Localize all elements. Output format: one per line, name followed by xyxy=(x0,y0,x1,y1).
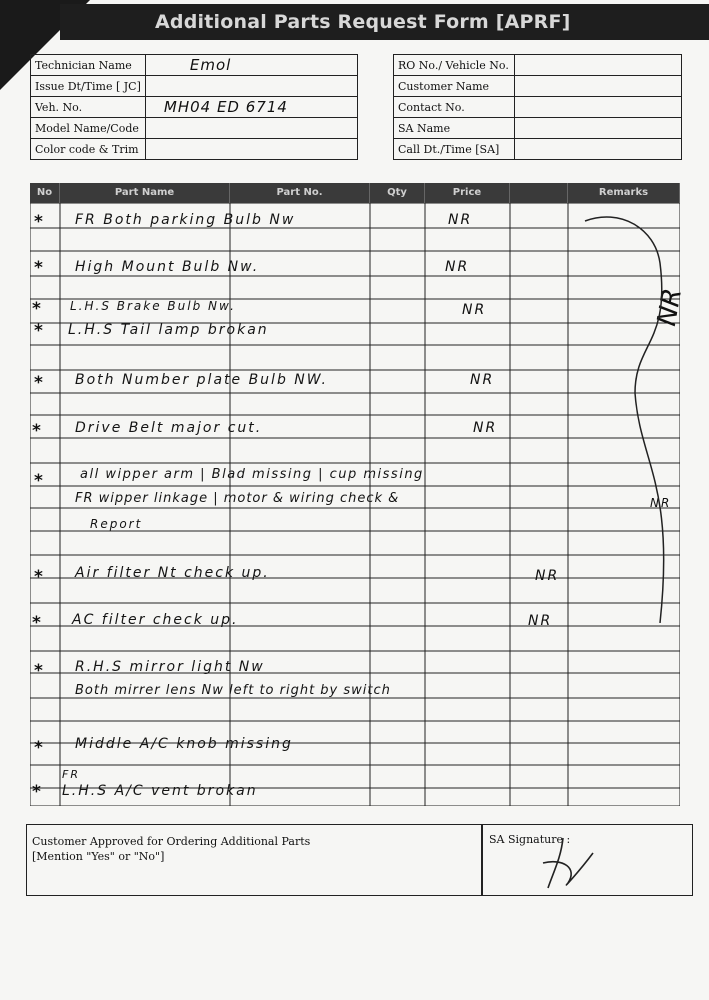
part-entry: R.H.S mirror light Nw xyxy=(75,659,265,675)
column-header-no: No xyxy=(30,183,60,203)
price-mark: NR xyxy=(535,568,560,584)
part-entry: AC filter check up. xyxy=(72,612,239,628)
color-code-field[interactable] xyxy=(145,139,357,160)
header-label: Veh. No. xyxy=(31,97,146,118)
part-entry: FR Both parking Bulb Nw xyxy=(75,212,296,228)
ro-number-field[interactable] xyxy=(515,55,682,76)
technician-name-field[interactable]: Emol xyxy=(145,55,357,76)
header-label: Color code & Trim xyxy=(31,139,146,160)
sa-signature-label: SA Signature : xyxy=(489,833,571,846)
customer-approval-box[interactable] xyxy=(26,824,482,896)
part-entry: all wipper arm | Blad missing | cup missing xyxy=(80,467,424,482)
item-mark: * xyxy=(34,471,43,491)
remarks-brace xyxy=(560,203,680,623)
parts-request-table xyxy=(30,183,689,806)
sa-signature-box[interactable] xyxy=(482,824,693,896)
sa-name-field[interactable] xyxy=(515,118,682,139)
item-mark: * xyxy=(34,373,43,393)
form-title: Additional Parts Request Form [APRF] xyxy=(60,4,709,40)
item-mark: * xyxy=(32,421,41,441)
contact-number-field[interactable] xyxy=(515,97,682,118)
item-mark: * xyxy=(34,738,43,758)
technician-header-table xyxy=(30,54,358,160)
part-entry: L.H.S Tail lamp brokan xyxy=(68,322,269,338)
column-header-qty: Qty xyxy=(370,183,425,203)
item-mark: * xyxy=(34,212,43,232)
vehicle-number-field[interactable]: MH04 ED 6714 xyxy=(145,97,357,118)
item-mark: * xyxy=(32,613,41,633)
column-header-part-name: Part Name xyxy=(60,183,230,203)
column-header-part-no: Part No. xyxy=(230,183,370,203)
price-mark: NR xyxy=(473,420,498,436)
price-mark: NR xyxy=(528,613,553,629)
part-entry: Report xyxy=(90,517,143,531)
header-label: RO No./ Vehicle No. xyxy=(394,55,515,76)
handwritten-signature xyxy=(533,833,613,893)
column-header-remarks: Remarks xyxy=(568,183,680,203)
part-entry: Air filter Nt check up. xyxy=(75,565,270,581)
customer-name-field[interactable] xyxy=(515,76,682,97)
call-datetime-field[interactable] xyxy=(515,139,682,160)
approval-label: Customer Approved for Ordering Additional Parts xyxy=(32,835,311,848)
remarks-mark: NR xyxy=(652,286,689,329)
model-name-field[interactable] xyxy=(145,118,357,139)
part-entry: FR wipper linkage | motor & wiring check & xyxy=(75,491,400,506)
part-entry: FR xyxy=(62,768,80,781)
item-mark: * xyxy=(34,258,43,278)
price-mark: NR xyxy=(650,496,672,510)
header-label: Technician Name xyxy=(31,55,146,76)
header-label: SA Name xyxy=(394,118,515,139)
item-mark: * xyxy=(32,299,41,319)
item-mark: * xyxy=(34,321,43,341)
item-mark: * xyxy=(32,782,41,802)
part-entry: Drive Belt major cut. xyxy=(75,420,263,436)
part-entry: Middle A/C knob missing xyxy=(75,736,293,752)
part-entry: L.H.S Brake Bulb Nw. xyxy=(70,299,236,313)
approval-instruction: [Mention "Yes" or "No"] xyxy=(32,850,165,863)
header-label: Contact No. xyxy=(394,97,515,118)
item-mark: * xyxy=(34,661,43,681)
column-header-blank xyxy=(510,183,568,203)
price-mark: NR xyxy=(462,302,487,318)
column-header-price: Price xyxy=(425,183,510,203)
customer-header-table xyxy=(393,54,682,160)
header-label: Call Dt./Time [SA] xyxy=(394,139,515,160)
header-label: Customer Name xyxy=(394,76,515,97)
issue-datetime-field[interactable] xyxy=(145,76,357,97)
part-entry: Both Number plate Bulb NW. xyxy=(75,372,328,388)
header-label: Model Name/Code xyxy=(31,118,146,139)
header-label: Issue Dt/Time [ JC] xyxy=(31,76,146,97)
price-mark: NR xyxy=(448,212,473,228)
part-entry: L.H.S A/C vent brokan xyxy=(62,783,258,799)
item-mark: * xyxy=(34,567,43,587)
price-mark: NR xyxy=(445,259,470,275)
part-entry: High Mount Bulb Nw. xyxy=(75,259,260,275)
price-mark: NR xyxy=(470,372,495,388)
part-entry: Both mirrer lens Nw left to right by switch xyxy=(75,683,391,698)
